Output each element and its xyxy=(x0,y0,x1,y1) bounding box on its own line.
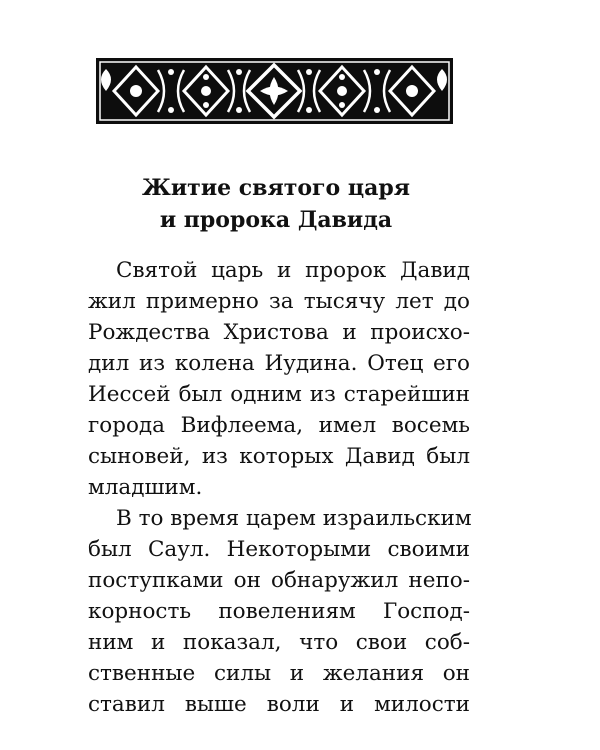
text-line: Святой царь и пророк Давид xyxy=(116,258,470,283)
decorative-ornament xyxy=(96,58,453,124)
text-line: ственные силы и желания он xyxy=(88,661,470,686)
text-line: жил примерно за тысячу лет до xyxy=(88,289,470,314)
text-line: Иессей был одним из старейшин xyxy=(88,382,470,407)
text-line: В то время царем израильским xyxy=(116,506,472,531)
text-line: поступками он обнаружил непо- xyxy=(88,568,470,593)
text-line: сыновей, из которых Давид был xyxy=(88,444,470,469)
text-line: младшим. xyxy=(88,475,203,500)
text-line: корность повелениям Господ- xyxy=(88,599,470,624)
text-line: Рождества Христова и происхо- xyxy=(88,320,470,345)
text-line: ним и показал, что свои соб- xyxy=(88,630,470,655)
text-line: ставил выше воли и милости xyxy=(88,692,470,717)
chapter-title-line-2: и пророка Давида xyxy=(159,207,393,233)
text-line: был Саул. Некоторыми своими xyxy=(88,537,470,562)
text-line: города Вифлеема, имел восемь xyxy=(88,413,470,438)
text-line: дил из колена Иудина. Отец его xyxy=(88,351,470,376)
chapter-title-line-1: Житие святого царя xyxy=(142,175,410,201)
ornament-icon xyxy=(96,58,453,124)
